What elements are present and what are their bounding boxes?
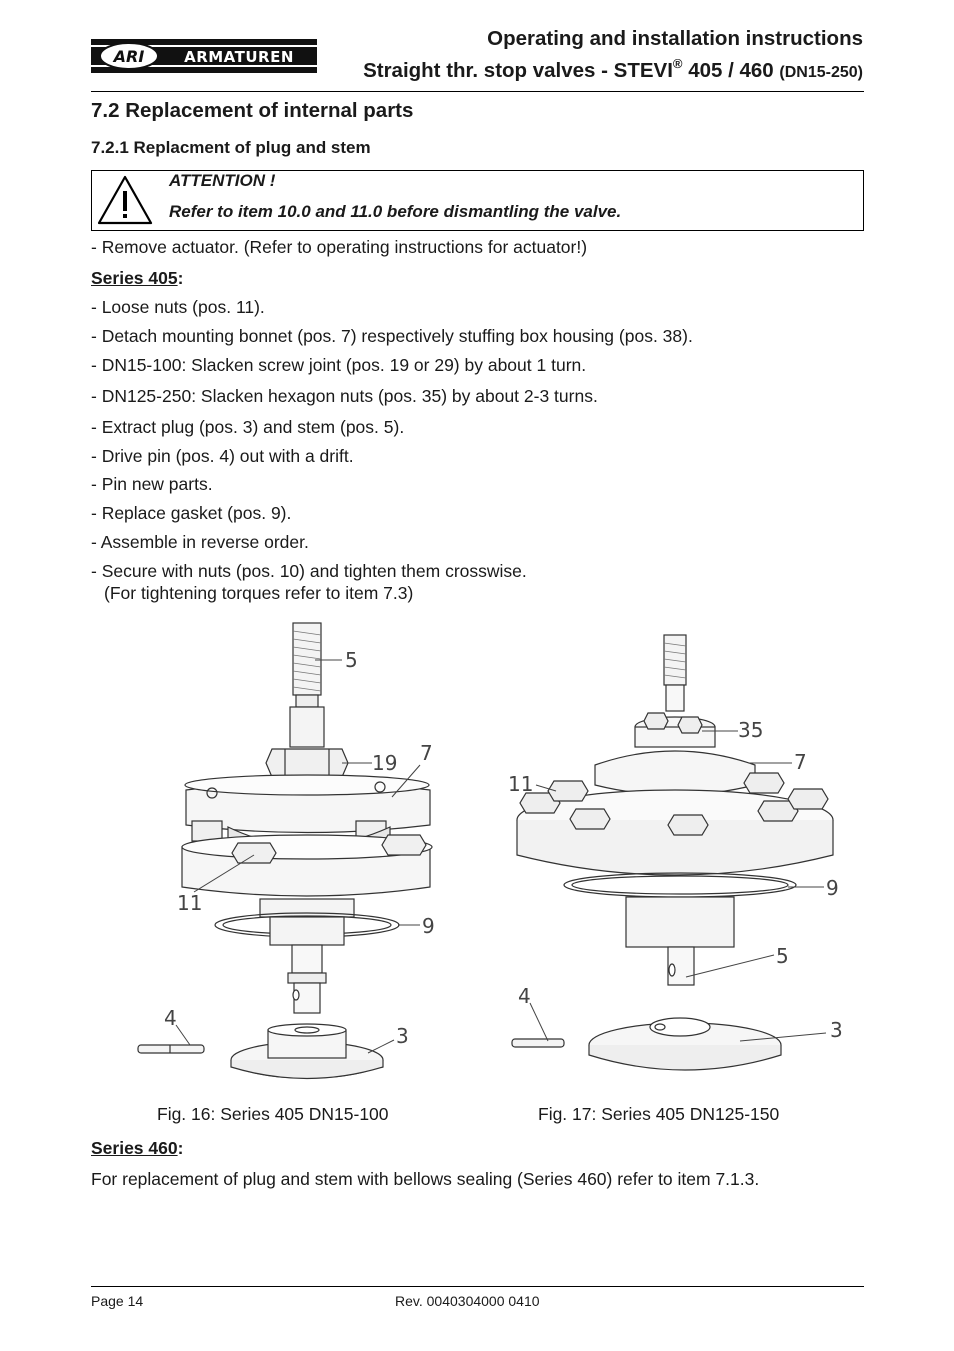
logo-armaturen-text: ARMATUREN — [184, 48, 294, 66]
ari-logo — [91, 36, 317, 76]
series460-text: For replacement of plug and stem with bellows sealing (Series 460) refer to item 7.1.3. — [91, 1169, 760, 1189]
step-item: - DN15-100: Slacken screw joint (pos. 19 or 29) by about 1 turn. — [91, 355, 587, 375]
warning-icon — [96, 174, 154, 231]
label-19: 19 — [372, 751, 398, 775]
label-4: 4 — [164, 1006, 177, 1030]
figure-17-drawing — [500, 615, 850, 1085]
figure-16-drawing — [120, 615, 450, 1085]
label-4: 4 — [518, 984, 531, 1008]
label-7: 7 — [420, 741, 433, 765]
label-9: 9 — [422, 914, 435, 938]
label-11: 11 — [508, 772, 534, 796]
series460-heading: Series 460: — [91, 1138, 184, 1158]
step-item: - Detach mounting bonnet (pos. 7) respectively stuffing box housing (pos. 38). — [91, 326, 693, 346]
label-11: 11 — [177, 891, 203, 915]
label-3: 3 — [396, 1024, 409, 1048]
step-item: - Loose nuts (pos. 11). — [91, 297, 265, 317]
label-3: 3 — [830, 1018, 843, 1042]
section-heading: 7.2 Replacement of internal parts — [91, 99, 414, 122]
page-number: Page 14 — [91, 1293, 144, 1309]
figure-17-caption: Fig. 17: Series 405 DN125-150 — [538, 1104, 780, 1124]
label-5: 5 — [345, 648, 358, 672]
label-7: 7 — [794, 750, 807, 774]
footer-rule — [91, 1286, 864, 1287]
step-item: - Secure with nuts (pos. 10) and tighten them crosswise. — [91, 561, 527, 581]
doc-title: Operating and installation instructions — [487, 27, 863, 50]
doc-subtitle: Straight thr. stop valves - STEVI® 405 / 460 (DN15-250) — [363, 56, 863, 82]
step-item: - Pin new parts. — [91, 474, 213, 494]
step-item: - Assemble in reverse order. — [91, 532, 309, 552]
label-9: 9 — [826, 876, 839, 900]
logo-ari-text: ARI — [113, 47, 145, 66]
step-item: - DN125-250: Slacken hexagon nuts (pos. 35) by about 2-3 turns. — [91, 386, 598, 406]
subsection-heading: 7.2.1 Replacment of plug and stem — [91, 138, 371, 157]
figure-16-caption: Fig. 16: Series 405 DN15-100 — [157, 1104, 389, 1124]
header-rule — [91, 91, 864, 92]
attention-title: ATTENTION ! — [169, 171, 276, 190]
label-35: 35 — [738, 718, 764, 742]
step-item: - Extract plug (pos. 3) and stem (pos. 5). — [91, 417, 405, 437]
intro-text: - Remove actuator. (Refer to operating instructions for actuator!) — [91, 237, 588, 257]
label-5: 5 — [776, 944, 789, 968]
series405-heading: Series 405: — [91, 268, 184, 288]
step-item: - Drive pin (pos. 4) out with a drift. — [91, 446, 354, 466]
revision-number: Rev. 0040304000 0410 — [395, 1293, 540, 1309]
torque-note: (For tightening torques refer to item 7.3) — [104, 583, 414, 603]
step-item: - Replace gasket (pos. 9). — [91, 503, 292, 523]
attention-text: Refer to item 10.0 and 11.0 before dismantling the valve. — [169, 202, 622, 221]
